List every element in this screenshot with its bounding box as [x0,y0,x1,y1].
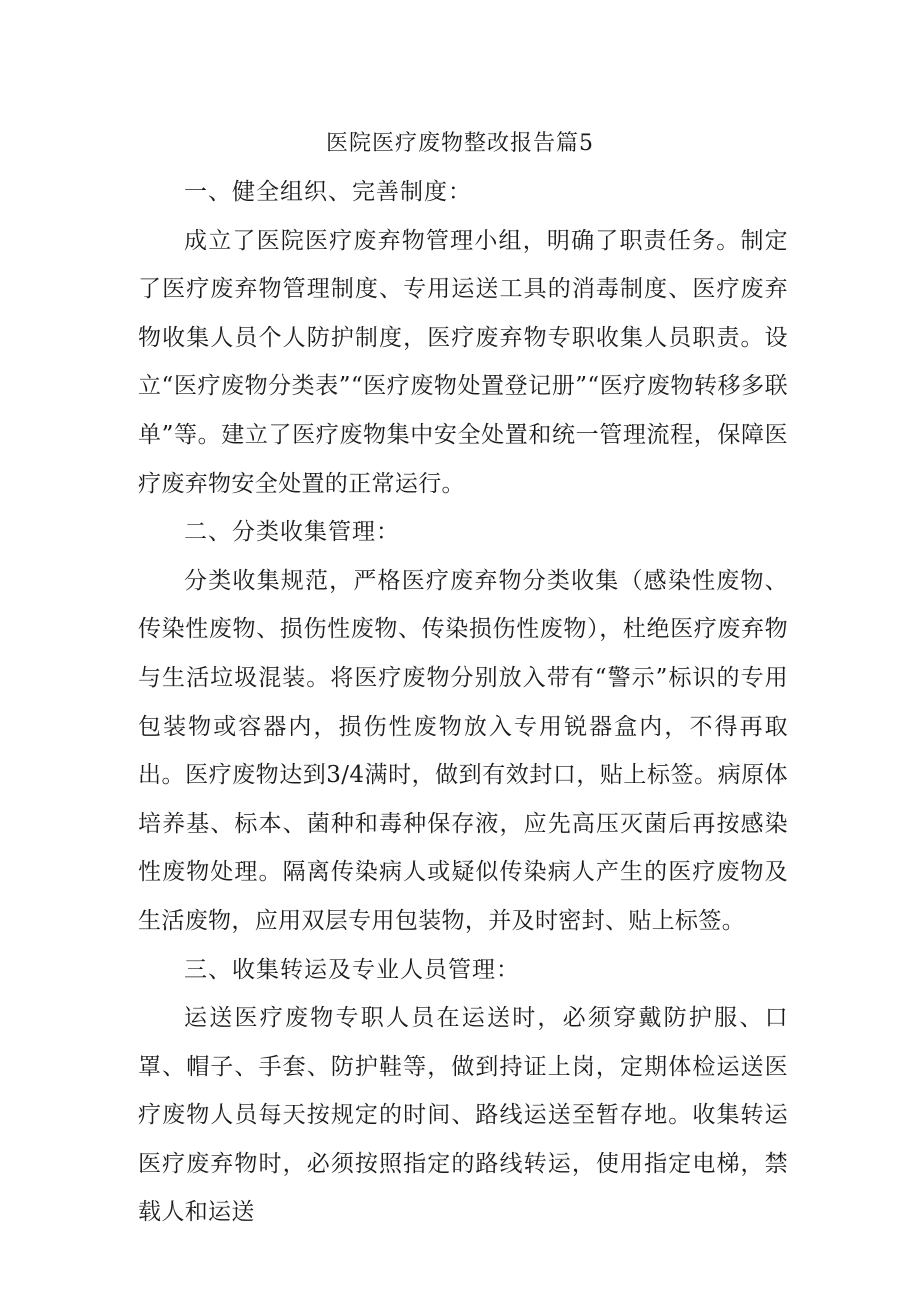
section-3-paragraph: 运送医疗废物专职人员在运送时，必须穿戴防护服、口罩、帽子、手套、防护鞋等，做到持证上岗，定期体检运送医疗废物人员每天按规定的时间、路线运送至暂存地。收集转运医疗废弃物时，必须按照指定的路线转运，使用指定电梯，禁载人和运送 [138,1005,788,1226]
section-1-heading: 一、健全组织、完善制度： [184,179,472,205]
section-2-paragraph: 分类收集规范，严格医疗废弃物分类收集（感染性废物、传染性废物、损伤性废物、传染损伤性废物），杜绝医疗废弃物与生活垃圾混装。将医疗废物分别放入带有“警示”标识的专用包装物或容器内，损伤性废物放入专用锐器盒内，不得再取出。医疗废物达到3/4满时，做到有效封口，贴上标签。病原体培养基、标本、菌种和毒种保存液，应先高压灭菌后再按感染性废物处理。隔离传染病人或疑似传染病人产生的医疗废物及生活废物，应用双层专用包装物，并及时密封、贴上标签。 [138,567,788,934]
document-title: 医院医疗废物整改报告篇5 [326,131,594,156]
document-body [138,168,788,1237]
section-1-paragraph: 成立了医院医疗废弃物管理小组，明确了职责任务。制定了医疗废弃物管理制度、专用运送工具的消毒制度、医疗废弃物收集人员个人防护制度，医疗废弃物专职收集人员职责。设立“医疗废物分类表”“医疗废物处置登记册”“医疗废物转移多联单”等。建立了医疗废物集中安全处置和统一管理流程，保障医疗废弃物安全处置的正常运行。 [138,227,788,497]
section-2-heading: 二、分类收集管理： [184,519,400,546]
section-3-heading: 三、收集转运及专业人员管理： [184,956,520,983]
